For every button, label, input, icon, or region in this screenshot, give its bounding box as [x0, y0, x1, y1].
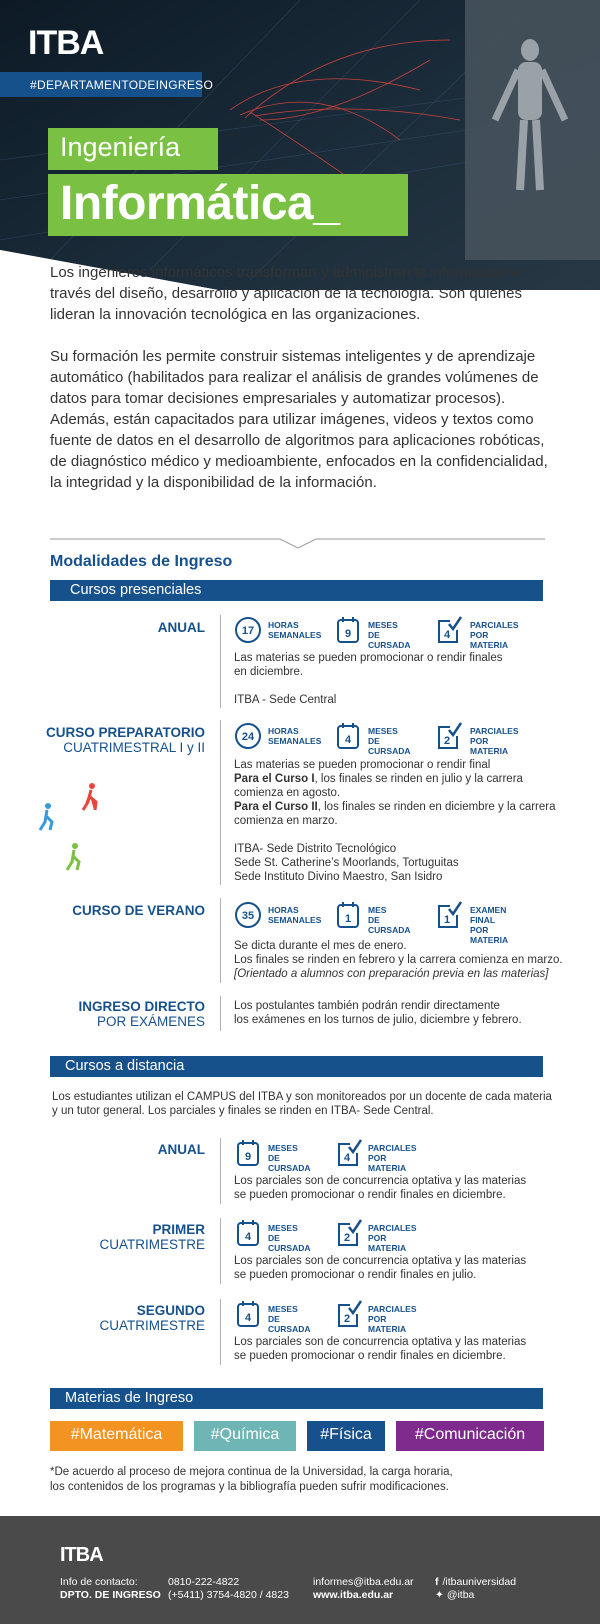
months-label: MESES DE CURSADA [268, 1223, 311, 1253]
hours-label: HORAS SEMANALES [268, 620, 322, 640]
twitter-icon: ✦ [435, 1589, 444, 1601]
months-label: MESES DE CURSADA [368, 726, 411, 756]
preparatorio-label: CURSO PREPARATORIO CUATRIMESTRAL I y II [45, 725, 205, 755]
calendar-icon [336, 616, 360, 644]
exams-label: PARCIALES POR MATERIA [368, 1304, 417, 1334]
calendar-icon [336, 722, 360, 750]
d-primer-description: Los parciales son de concurrencia optativa y las materias se pueden promocionar o rendir finales en julio. [234, 1255, 527, 1281]
checklist-icon [336, 1219, 362, 1247]
calendar-icon [236, 1139, 260, 1167]
d-primer-label: PRIMER CUATRIMESTRE [99, 1222, 205, 1252]
hours-label: HORAS SEMANALES [268, 726, 322, 746]
svg-text:4: 4 [443, 629, 451, 641]
footer-website-link[interactable]: www.itba.edu.ar [313, 1589, 394, 1601]
directo-description: Los postulantes también podrán rendir directamente los exámenes en los turnos de julio, diciembre y febrero. [234, 1000, 522, 1026]
preparatorio-divider [220, 720, 221, 885]
svg-text:4: 4 [244, 1231, 252, 1243]
svg-text:1: 1 [344, 913, 352, 925]
directo-divider [220, 996, 221, 1031]
exams-label: PARCIALES POR MATERIA [470, 620, 519, 650]
d-anual-divider [220, 1138, 221, 1204]
d-segundo-description: Los parciales son de concurrencia optativa y las materias se pueden promocionar o rendir finales en diciembre. [234, 1336, 527, 1362]
students-illustration [30, 780, 110, 890]
preparatorio-description: Las materias se pueden promocionar o rendir final Para el Curso I, los finales se rinden en julio y la carrera comienza en agosto. Para el Curso II, los finales se rinden en diciembre y la carrera comienza en marzo. ITBA- Sede Distrito Tecnológico Sede St. Catherine’s Moorlands, Tortuguitas Sede Instituto Divino Maestro, San Isidro [234, 759, 556, 883]
subject-quimica: #Química [194, 1421, 296, 1451]
materias-bar: Materias de Ingreso [50, 1388, 543, 1409]
intro-text [50, 262, 550, 514]
clock-icon [234, 722, 262, 750]
calendar-icon [236, 1219, 260, 1247]
title-line1: Ingeniería [48, 128, 218, 170]
svg-text:17: 17 [241, 625, 255, 637]
months-label: MESES DE CURSADA [268, 1143, 311, 1173]
directo-label: INGRESO DIRECTO POR EXÁMENES [78, 999, 205, 1029]
calendar-icon [236, 1300, 260, 1328]
exams-label: EXAMEN FINAL POR MATERIA [470, 905, 509, 945]
clock-icon [234, 616, 262, 644]
footer-phones: 0810-222-4822 (+5411) 3754-4820 / 4823 [168, 1576, 289, 1601]
footer-email-link[interactable]: informes@itba.edu.ar [313, 1576, 414, 1588]
d-anual-label: ANUAL [157, 1142, 205, 1157]
clock-icon [234, 901, 262, 929]
footer-web [313, 1576, 414, 1602]
svg-text:1: 1 [443, 914, 451, 926]
hours-label: HORAS SEMANALES [268, 905, 322, 925]
exams-label: PARCIALES POR MATERIA [368, 1143, 417, 1173]
exams-label: PARCIALES POR MATERIA [470, 726, 519, 756]
svg-text:2: 2 [343, 1232, 351, 1244]
svg-text:4: 4 [244, 1312, 252, 1324]
intro-paragraph-1: Los ingenieros informáticos transforman y administran la información a través del diseño, desarrollo y aplicación de la tecnología. Son quienes lideran la innovación tecnológica en las organizaciones. [50, 264, 522, 323]
disclaimer-note: *De acuerdo al proceso de mejora continua de la Universidad, la carga horaria, los contenidos de los programas y la bibliografía pueden sufrir modificaciones. [50, 1466, 453, 1493]
months-label: MESES DE CURSADA [268, 1304, 311, 1334]
d-primer-divider [220, 1218, 221, 1284]
svg-text:9: 9 [244, 1151, 252, 1163]
facebook-icon: f [435, 1576, 439, 1588]
anual-label: ANUAL [157, 620, 205, 635]
verano-divider [220, 898, 221, 983]
title-line2: Informática_ [48, 174, 408, 236]
itba-logo: ITBA [28, 24, 104, 62]
subject-comunicacion: #Comunicación [396, 1421, 544, 1451]
verano-description: Se dicta durante el mes de enero. Los finales se rinden en febrero y la carrera comienza en marzo. [Orientado a alumnos con preparación previa en las materias] [234, 940, 563, 980]
svg-text:35: 35 [241, 910, 255, 922]
svg-text:2: 2 [343, 1313, 351, 1325]
svg-text:4: 4 [343, 1152, 351, 1164]
months-label: MESES DE CURSADA [368, 620, 411, 650]
twitter-link[interactable]: ✦ @itba [435, 1589, 475, 1601]
checklist-icon [336, 1300, 362, 1328]
subject-matematica: #Matemática [50, 1421, 183, 1451]
d-segundo-label: SEGUNDO CUATRIMESTRE [99, 1303, 205, 1333]
hero-banner [0, 0, 600, 290]
facebook-link[interactable]: f /itbauniversidad [435, 1576, 517, 1588]
verano-label: CURSO DE VERANO [72, 903, 205, 918]
calendar-icon [336, 901, 360, 929]
modalidades-heading: Modalidades de Ingreso [50, 553, 233, 570]
months-label: MES DE CURSADA [368, 905, 411, 935]
svg-text:24: 24 [241, 731, 255, 743]
checklist-icon [436, 901, 462, 929]
subject-fisica: #Física [307, 1421, 385, 1451]
anual-divider [220, 615, 221, 708]
checklist-icon [436, 722, 462, 750]
distancia-intro: Los estudiantes utilizan el CAMPUS del ITBA y son monitoreados por un docente de cada materia y un tutor general. Los parciales y finales se rinden en ITBA- Sede Central. [52, 1091, 552, 1117]
footer-logo: ITBA [60, 1544, 103, 1566]
footer-contact-label: Info de contacto: DPTO. DE INGRESO [60, 1576, 161, 1601]
svg-text:9: 9 [344, 628, 352, 640]
d-anual-description: Los parciales son de concurrencia optativa y las materias se pueden promocionar o rendir finales en diciembre. [234, 1175, 527, 1201]
distancia-bar: Cursos a distancia [50, 1056, 543, 1077]
anual-description: Las materias se pueden promocionar o rendir finales en diciembre. ITBA - Sede Central [234, 652, 503, 706]
svg-text:4: 4 [344, 734, 352, 746]
d-segundo-divider [220, 1299, 221, 1365]
presenciales-bar: Cursos presenciales [50, 580, 543, 601]
footer [0, 1516, 600, 1624]
department-tag: #DEPARTAMENTODEINGRESO [0, 72, 202, 97]
checklist-icon [336, 1139, 362, 1167]
checklist-icon [436, 616, 462, 644]
exams-label: PARCIALES POR MATERIA [368, 1223, 417, 1253]
intro-paragraph-2: Su formación les permite construir sistemas inteligentes y de aprendizaje automático (habilitados para realizar el análisis de grandes volúmenes de datos para tomar decisiones empresariales y automatizar procesos). Además, están capacitados para utilizar imágenes, videos y textos como fuente de datos en el desarrollo de algoritmos para aplicaciones robóticas, de diagnóstico médico y medioambiente, enfocados en la confidencialidad, la integridad y la disponibilidad de la información. [50, 348, 548, 491]
svg-text:2: 2 [443, 735, 451, 747]
footer-social [435, 1576, 516, 1602]
